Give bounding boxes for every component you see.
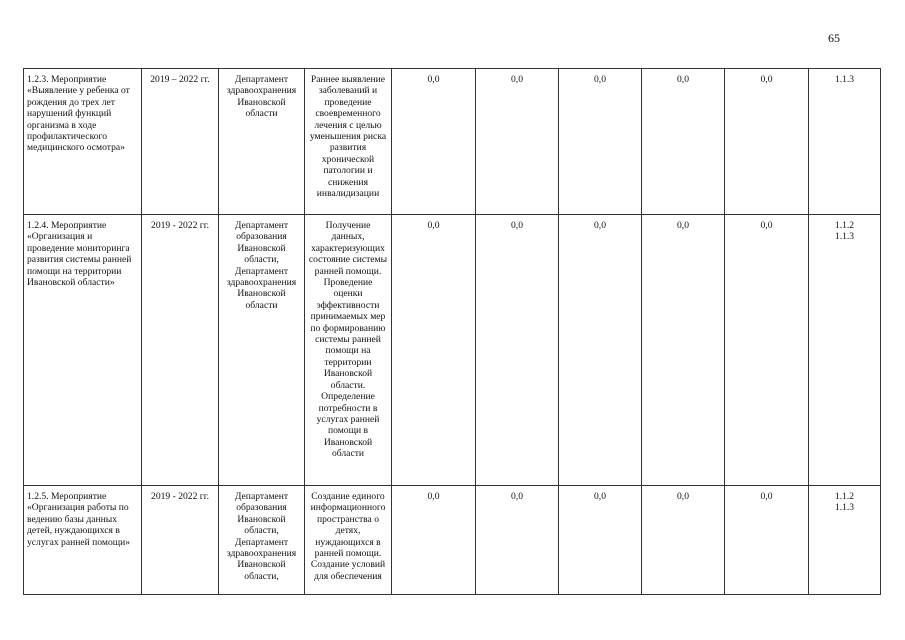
cell-line: снижения xyxy=(328,176,368,188)
period-cell: 2019 – 2022 гг. xyxy=(142,69,219,215)
cell-line: ранней помощи. xyxy=(314,265,382,277)
cell-line: Ивановской xyxy=(237,288,286,300)
cell-line: своевременного xyxy=(315,108,381,120)
value-cell: 0,0 xyxy=(559,215,642,486)
cell-line: здравоохранения xyxy=(226,85,297,97)
cell-line: уменьшения риска xyxy=(309,131,387,143)
value-cell: 0,0 xyxy=(476,486,559,595)
cell-line: Департамент xyxy=(234,265,289,277)
cell-line: Определение xyxy=(321,391,375,403)
page-number: 65 xyxy=(828,31,840,45)
cell-line: патологии и xyxy=(323,165,373,177)
value-cell: 0,0 xyxy=(476,215,559,486)
cell-line: Департамент xyxy=(234,491,289,502)
cell-line: лечения с целью xyxy=(314,119,382,131)
value-cell: 0,0 xyxy=(725,486,809,595)
cell-line: состояние системы xyxy=(308,254,388,266)
cell-line: области xyxy=(331,448,365,460)
cell-line: ранней помощи. xyxy=(314,548,382,560)
cell-line: нуждающихся в xyxy=(315,536,381,548)
cell-line: оценки xyxy=(333,288,363,300)
cell-line: образования xyxy=(236,502,287,514)
cell-line: области xyxy=(245,108,278,120)
activities-table xyxy=(23,68,881,595)
cell-line: области, xyxy=(244,570,279,582)
cell-line: здравоохранения xyxy=(226,548,297,560)
cell-line: Ивановской xyxy=(323,436,373,448)
executor-cell xyxy=(219,486,305,595)
period-cell: 2019 - 2022 гг. xyxy=(142,215,219,486)
result-cell xyxy=(305,486,392,595)
cell-line: эффективности xyxy=(316,299,380,311)
value-cell: 0,0 xyxy=(642,486,725,595)
cell-line: по формированию xyxy=(310,322,386,334)
cell-line: образования xyxy=(236,231,287,243)
value-cell: 0,0 xyxy=(392,215,476,486)
cell-line: 1.1.3 xyxy=(834,231,855,243)
value-cell: 0,0 xyxy=(559,486,642,595)
value-cell: 0,0 xyxy=(476,69,559,215)
activity-name-cell: 1.2.4. Мероприятие «Организация и проведение мониторинга развития системы ранней помощи на территории Ивановской области» xyxy=(24,215,142,486)
cell-line: Департамент xyxy=(234,536,289,548)
cell-line: Ивановской xyxy=(237,242,286,254)
cell-line: Проведение xyxy=(323,277,373,289)
cell-line: Ивановской xyxy=(237,559,286,571)
cell-line: 1.1.3 xyxy=(834,502,855,514)
activity-name-cell: 1.2.3. Мероприятие «Выявление у ребенка от рождения до трех лет нарушений функций организма в ходе профилактического медицинского осмотра» xyxy=(24,69,142,215)
cell-line: проведение xyxy=(324,96,372,108)
cell-line: детях, xyxy=(335,525,361,537)
cell-line: здравоохранения xyxy=(226,277,297,289)
cell-line: Департамент xyxy=(234,74,289,85)
executor-cell xyxy=(219,215,305,486)
cell-line: Раннее выявление xyxy=(310,74,386,85)
table-row xyxy=(24,486,881,595)
cell-line: Департамент xyxy=(234,220,289,231)
cell-line: территории xyxy=(324,356,372,368)
cell-line: Ивановской xyxy=(323,368,373,380)
cell-line: Создание условий xyxy=(310,559,386,571)
cell-line: 1.1.2 xyxy=(834,220,855,231)
cell-line: пространства о xyxy=(316,513,380,525)
value-cell: 0,0 xyxy=(392,486,476,595)
executor-cell xyxy=(219,69,305,215)
cell-line: для обеспечения xyxy=(314,570,382,582)
table-row xyxy=(24,215,881,486)
cell-line: хронической xyxy=(321,153,375,165)
cell-line: Создание единого xyxy=(311,491,385,502)
cell-line: принимаемых мер xyxy=(310,311,386,323)
cell-line: 1.1.2 xyxy=(834,491,855,502)
cell-line: области. xyxy=(330,379,366,391)
cell-line: системы ранней xyxy=(315,334,381,346)
cell-line: характеризующих xyxy=(311,242,385,254)
value-cell: 0,0 xyxy=(642,69,725,215)
cell-line: области, xyxy=(244,525,279,537)
cell-line: области xyxy=(245,299,278,311)
indicator-link-cell xyxy=(809,69,881,215)
cell-line: Ивановской xyxy=(237,96,286,108)
cell-line: заболеваний и xyxy=(318,85,378,97)
indicator-link-cell xyxy=(809,215,881,486)
cell-line: области, xyxy=(244,254,279,266)
value-cell: 0,0 xyxy=(392,69,476,215)
cell-line: потребности в xyxy=(318,402,378,414)
period-cell: 2019 - 2022 гг. xyxy=(142,486,219,595)
value-cell: 0,0 xyxy=(559,69,642,215)
result-cell xyxy=(305,215,392,486)
value-cell: 0,0 xyxy=(725,215,809,486)
cell-line: помощи в xyxy=(327,425,369,437)
cell-line: Ивановской xyxy=(237,513,286,525)
value-cell: 0,0 xyxy=(725,69,809,215)
cell-line: развития xyxy=(329,142,367,154)
cell-line: данных, xyxy=(331,231,365,243)
cell-line: помощи на xyxy=(325,345,371,357)
cell-line: Получение xyxy=(325,220,371,231)
cell-line: услугах ранней xyxy=(316,413,380,425)
value-cell: 0,0 xyxy=(642,215,725,486)
table-row xyxy=(24,69,881,215)
activity-name-cell: 1.2.5. Мероприятие «Организация работы по ведению базы данных детей, нуждающихся в услугах ранней помощи» xyxy=(24,486,142,595)
result-cell xyxy=(305,69,392,215)
cell-line: информационного xyxy=(310,502,386,514)
indicator-link-cell xyxy=(809,486,881,595)
cell-line: 1.1.3 xyxy=(834,74,855,85)
cell-line: инвалидизации xyxy=(316,188,380,200)
